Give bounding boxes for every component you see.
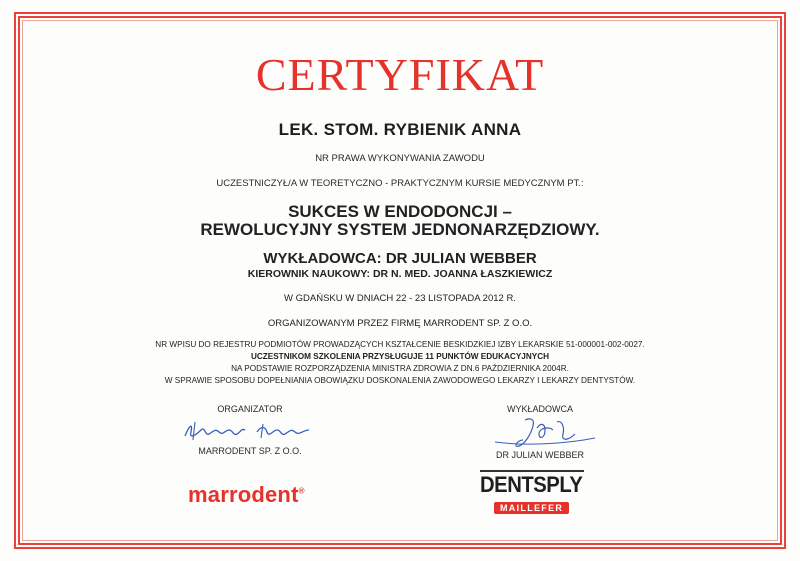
registry-line: NR WPISU DO REJESTRU PODMIOTÓW PROWADZĄCYCH KSZTAŁCENIE BESKIDZKIEJ IZBY LEKARSKIE 51-000001-002-0027.: [155, 340, 645, 349]
organizer-label: ORGANIZATOR: [217, 404, 283, 414]
points-line: UCZESTNIKOM SZKOLENIA PRZYSŁUGUJE 11 PUNKTÓW EDUKACYJNYCH: [250, 352, 550, 361]
organizer-signature-block: [170, 404, 330, 456]
maillefer-badge: MAILLEFER: [494, 502, 569, 514]
recipient-name: LEK. STOM. RYBIENIK ANNA: [278, 120, 522, 139]
organizer-signature: [175, 416, 325, 446]
lecturer-line: WYKŁADOWCA: DR JULIAN WEBBER: [263, 250, 537, 267]
duty-line: W SPRAWIE SPOSOBU DOPEŁNIANIA OBOWIĄZKU DOSKONALENIA ZAWODOWEGO LEKARZY I LEKARZY DENTYSTÓW.: [164, 376, 636, 385]
dentsply-logo-text: DENTSPLY: [480, 472, 583, 497]
lecturer-label: WYKŁADOWCA: [506, 404, 573, 414]
place-date-line: W GDAŃSKU W DNIACH 22 - 23 LISTOPADA 2012 R.: [284, 293, 516, 304]
marrodent-logo-text: marrodent: [188, 482, 299, 507]
regulation-line: NA PODSTAWIE ROZPORZĄDZENIA MINISTRA ZDROWIA Z DN.6 PAŹDZIERNIKA 2004R.: [231, 364, 569, 373]
course-title-line2: REWOLUCYJNY SYSTEM JEDNONARZĘDZIOWY.: [200, 220, 600, 239]
course-title-line1: SUKCES W ENDODONCJI –: [288, 202, 512, 221]
marrodent-logo: [188, 482, 305, 508]
lecturer-signature: [465, 416, 615, 450]
lecturer-signature-block: [460, 404, 620, 460]
organizer-name: MARRODENT SP. Z O.O.: [198, 446, 302, 456]
certificate-title: CERTYFIKAT: [255, 49, 545, 100]
license-line: NR PRAWA WYKONYWANIA ZAWODU: [315, 153, 485, 164]
registered-mark: ®: [298, 486, 305, 496]
organizer-line: ORGANIZOWANYM PRZEZ FIRMĘ MARRODENT SP. Z O.O.: [267, 318, 533, 329]
dentsply-maillefer-logo: [480, 470, 584, 516]
supervisor-line: KIEROWNIK NAUKOWY: DR N. MED. JOANNA ŁASZKIEWICZ: [247, 268, 553, 280]
lecturer-name: DR JULIAN WEBBER: [495, 450, 584, 460]
participant-line: UCZESTNICZYŁ/A W TEORETYCZNO - PRAKTYCZNYM KURSIE MEDYCZNYM PT.:: [216, 178, 584, 189]
